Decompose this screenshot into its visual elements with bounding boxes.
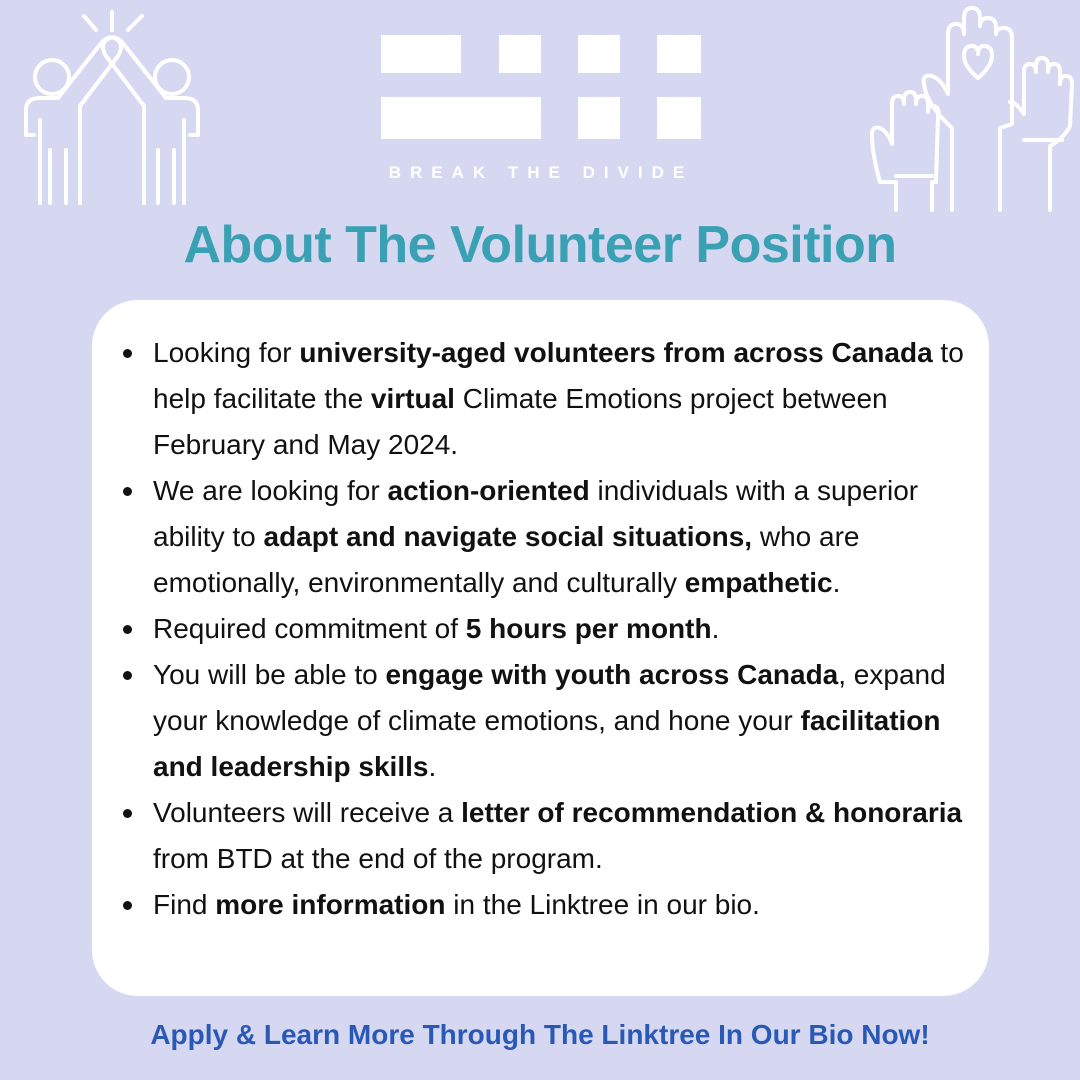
- bullet-4-part-0: Volunteers will receive a: [153, 797, 462, 828]
- bullet-1-part-4: who are emotionally, environmentally and culturally: [153, 521, 860, 598]
- bullet-1-part-0: We are looking for: [153, 475, 388, 506]
- list-item: [153, 606, 983, 652]
- bullet-4-part-1: letter of recommendation & honoraria: [461, 797, 963, 828]
- bullet-1-part-2: individuals with a superior ability to: [153, 475, 919, 552]
- bullet-1-part-5: empathetic: [684, 567, 833, 598]
- bullet-0-part-2: to help facilitate the: [153, 337, 964, 414]
- list-item: [153, 790, 983, 882]
- bullet-0-part-3: virtual: [370, 383, 455, 414]
- bullet-4-part-2: from BTD at the end of the program.: [153, 843, 603, 874]
- raised-hands-heart-icon: [866, 4, 1078, 217]
- bullet-3-part-4: .: [428, 751, 437, 782]
- info-card: [92, 300, 989, 996]
- bullet-1-part-3: adapt and navigate social situations,: [263, 521, 753, 552]
- bullet-1-part-1: action-oriented: [387, 475, 590, 506]
- bullet-2-part-2: .: [711, 613, 720, 644]
- bullet-3-part-1: engage with youth across Canada: [385, 659, 839, 690]
- bullet-2-part-1: 5 hours per month: [465, 613, 712, 644]
- logo-blocks: [381, 35, 701, 139]
- bullet-0-part-0: Looking for: [153, 337, 300, 368]
- list-item: [153, 468, 983, 606]
- list-item: [153, 330, 983, 468]
- brand-name: BREAK THE DIVIDE: [388, 163, 694, 182]
- bullet-5-part-2: in the Linktree in our bio.: [445, 889, 760, 920]
- list-item: [153, 882, 983, 928]
- bullet-3-part-2: , expand your knowledge of climate emotions, and hone your: [153, 659, 946, 736]
- bullet-0-part-1: university-aged volunteers from across Canada: [299, 337, 933, 368]
- bullet-2-part-0: Required commitment of: [153, 613, 466, 644]
- bullet-3-part-0: You will be able to: [153, 659, 386, 690]
- page-title: About The Volunteer Position: [183, 216, 897, 274]
- bullet-0-part-4: Climate Emotions project between February and May 2024.: [153, 383, 888, 460]
- list-item: [153, 652, 983, 790]
- bullet-3-part-3: facilitation and leadership skills: [153, 705, 941, 782]
- bullet-list: [153, 330, 983, 928]
- bullet-5-part-0: Find: [153, 889, 216, 920]
- bullet-5-part-1: more information: [215, 889, 446, 920]
- footer-cta: Apply & Learn More Through The Linktree In Our Bio Now!: [150, 1019, 930, 1050]
- bullet-1-part-6: .: [832, 567, 841, 598]
